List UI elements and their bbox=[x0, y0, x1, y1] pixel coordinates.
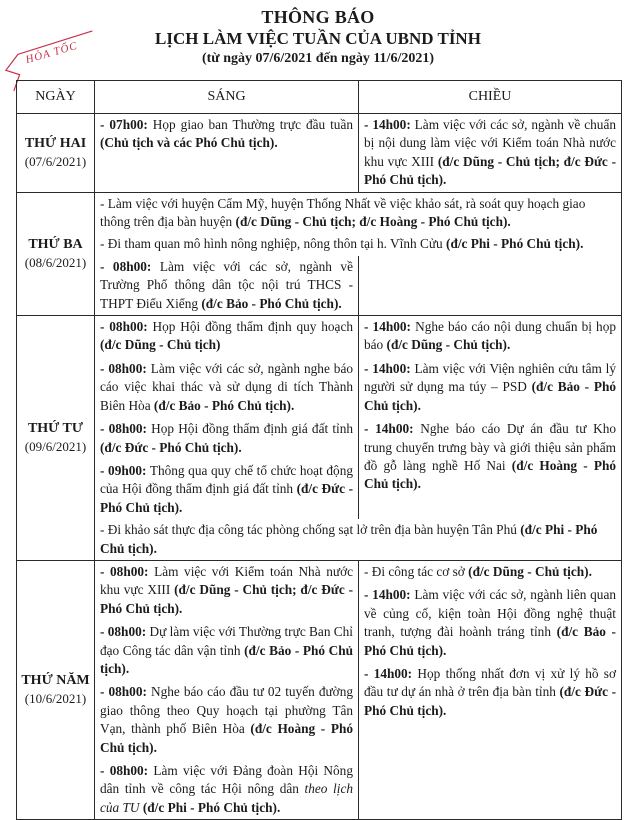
day-cell bbox=[17, 316, 95, 561]
list-item: - 08h00: Làm việc với các sở, ngành về Trường Phổ thông dân tộc nội trú THCS - THPT Điểu Xiểng (đ/c Bảo - Phó Chủ tịch). bbox=[100, 258, 353, 311]
list-item: - Đi công tác cơ sở (đ/c Dũng - Chủ tịch). bbox=[364, 563, 592, 579]
list-item: - 08h00: Họp Hội đồng thẩm định giá đất tỉnh (đ/c Đức - Phó Chủ tịch). bbox=[100, 421, 354, 455]
list-item: - 14h00: Làm việc với các sở, ngành về chuẩn bị nội dung làm việc với Kiểm toán Nhà nước khu vực XIII (đ/c Dũng - Chủ tịch; đ/c Đức - Phó Chủ tịch). bbox=[364, 117, 617, 188]
day-name: THỨ HAI bbox=[24, 135, 87, 151]
table-header-row bbox=[17, 81, 622, 114]
day-name: THỨ BA bbox=[28, 236, 83, 252]
column-header-day: NGÀY bbox=[17, 81, 95, 114]
morning-cell bbox=[95, 256, 359, 316]
day-date: (09/6/2021) bbox=[24, 439, 87, 454]
day-name: THỨ NĂM bbox=[21, 673, 90, 689]
afternoon-cell bbox=[359, 316, 622, 520]
list-item: - 08h00: Làm việc với các sở, ngành nghe báo cáo việc khai thác và sử dụng di tích Thành Biên Hòa (đ/c Bảo - Phó Chủ tịch). bbox=[100, 360, 353, 413]
table-row-thursday bbox=[17, 560, 622, 819]
stamp-text: HỎA TỐC bbox=[24, 39, 80, 67]
column-header-afternoon: CHIỀU bbox=[359, 81, 622, 114]
list-item: - Làm việc với huyện Cẩm Mỹ, huyện Thống Nhất về việc khảo sát, rà soát quy hoạch giao thông trên địa bàn huyện (đ/c Dũng - Chủ tịch; đ/c Hoàng - Phó Chủ tịch). bbox=[100, 195, 586, 230]
table-row-wednesday bbox=[17, 316, 622, 520]
day-cell bbox=[17, 560, 95, 819]
list-item: - Đi khảo sát thực địa công tác phòng chống sạt lở trên địa bàn huyện Tân Phú (đ/c Phi - Phó Chủ tịch). bbox=[100, 522, 598, 556]
list-item: - 08h00: Dự làm việc với Thường trực Ban Chỉ đạo Công tác dân vận tỉnh (đ/c Bảo - Phó Chủ tịch). bbox=[100, 624, 354, 676]
day-date: (10/6/2021) bbox=[24, 691, 87, 707]
day-cell bbox=[17, 114, 95, 193]
column-header-morning: SÁNG bbox=[95, 81, 359, 114]
day-cell bbox=[17, 192, 95, 315]
all-day-cell bbox=[95, 519, 622, 560]
date-range: (từ ngày 07/6/2021 đến ngày 11/6/2021) bbox=[201, 51, 435, 66]
list-item: - 14h00: Nghe báo cáo nội dung chuẩn bị họp báo (đ/c Dũng - Chủ tịch). bbox=[364, 319, 616, 353]
day-date: (07/6/2021) bbox=[24, 153, 87, 169]
morning-cell bbox=[95, 114, 359, 193]
document-title: THÔNG BÁO bbox=[261, 7, 375, 27]
list-item: - 14h00: Họp thống nhất đơn vị xử lý hồ sơ đầu tư dự án nhà ở trên địa bàn tỉnh (đ/c Đức - Phó Chủ tịch). bbox=[364, 665, 617, 718]
list-item: - 08h00: Họp Hội đồng thẩm định quy hoạch (đ/c Dũng - Chủ tịch) bbox=[100, 319, 353, 353]
list-item: - 14h00: Làm việc với các sở, ngành liên quan về củng cố, kiện toàn Hội đồng nghệ thuật tranh, tượng đài hoành tráng tỉnh (đ/c Bảo - Phó Chủ tịch). bbox=[364, 587, 617, 658]
table-row-tuesday-split bbox=[17, 256, 622, 316]
table-row-tuesday bbox=[17, 192, 622, 256]
schedule-table bbox=[16, 80, 622, 820]
document-subtitle: LỊCH LÀM VIỆC TUẦN CỦA UBND TỈNH bbox=[155, 29, 481, 48]
all-day-cell bbox=[95, 192, 622, 256]
morning-cell bbox=[95, 316, 359, 520]
list-item: - 09h00: Thông qua quy chế tổ chức hoạt động của Hội đồng thẩm định giá đất tỉnh (đ/c Đức - Phó Chủ tịch). bbox=[100, 462, 353, 515]
table-row-wednesday-allday bbox=[17, 519, 622, 560]
list-item: - 14h00: Làm việc với Viện nghiên cứu tâm lý người sử dụng ma túy – PSD (đ/c Bảo - Phó Chủ tịch). bbox=[364, 360, 616, 413]
list-item: - 08h00: Làm việc với Đảng đoàn Hội Nông dân tỉnh về công tác Hội nông dân theo lịch của TU (đ/c Phi - Phó Chủ tịch). bbox=[100, 763, 353, 815]
list-item: - 14h00: Nghe báo cáo Dự án đầu tư Kho trung chuyển trưng bày và giới thiệu sản phẩm đồ gỗ làng nghề Hố Nai (đ/c Hoàng - Phó Chủ tịch). bbox=[364, 421, 617, 492]
day-name: THỨ TƯ bbox=[27, 421, 84, 436]
afternoon-cell bbox=[359, 256, 622, 316]
morning-cell bbox=[95, 560, 359, 819]
afternoon-cell bbox=[359, 560, 622, 819]
table-row-monday bbox=[17, 114, 622, 193]
list-item: - 08h00: Làm việc với Kiểm toán Nhà nước khu vực XIII (đ/c Dũng - Chủ tịch; đ/c Đức - Phó Chủ tịch). bbox=[100, 563, 353, 616]
day-date: (08/6/2021) bbox=[24, 254, 87, 270]
list-item: - Đi tham quan mô hình nông nghiệp, nông thôn tại h. Vĩnh Cửu (đ/c Phi - Phó Chủ tịch). bbox=[100, 236, 584, 252]
afternoon-cell bbox=[359, 114, 622, 193]
list-item: - 08h00: Nghe báo cáo đầu tư 02 tuyến đường giao thông theo Quy hoạch tại phường Tân Vạn, thành phố Biên Hòa (đ/c Hoàng - Phó Chủ tịch). bbox=[100, 684, 354, 755]
list-item: - 07h00: Họp giao ban Thường trực đầu tuần (Chủ tịch và các Phó Chủ tịch). bbox=[100, 117, 354, 151]
